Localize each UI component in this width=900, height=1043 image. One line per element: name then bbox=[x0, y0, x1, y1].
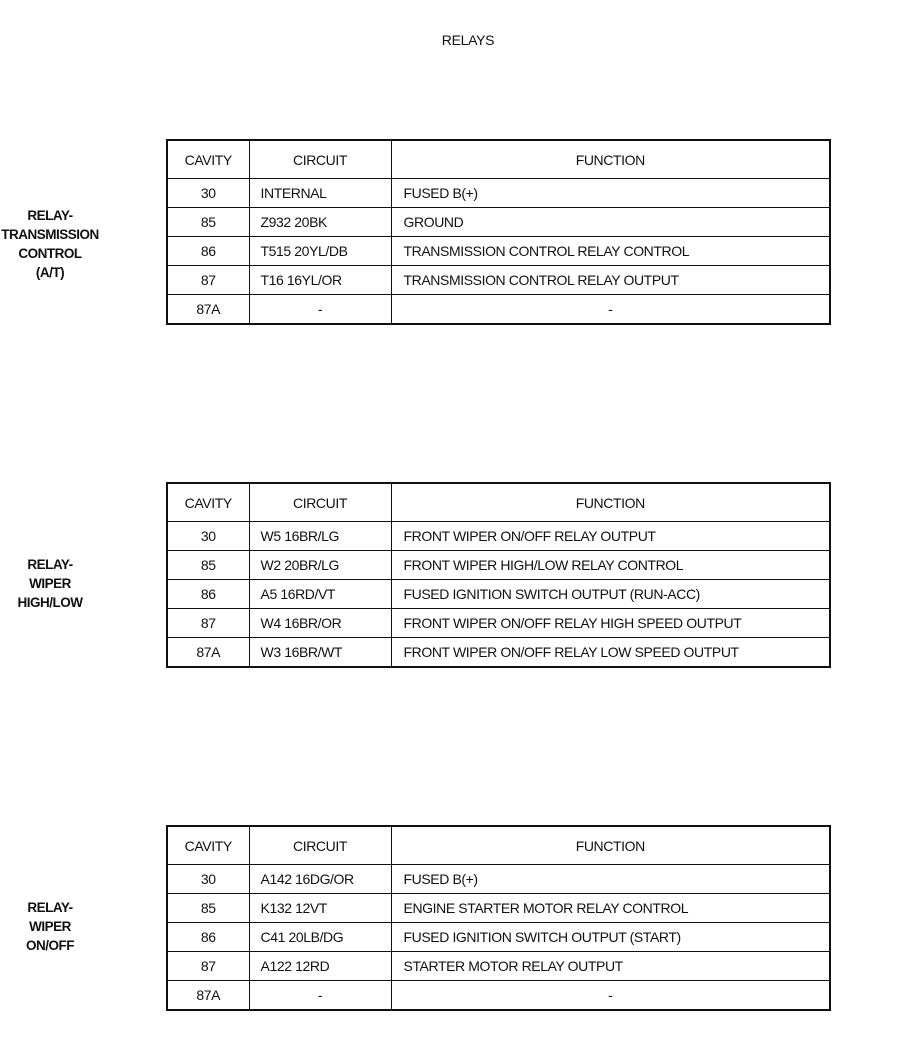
function-cell: TRANSMISSION CONTROL RELAY CONTROL bbox=[391, 237, 830, 266]
table-row bbox=[167, 580, 830, 609]
relay-table-wiper-high-low bbox=[166, 482, 831, 668]
function-cell: TRANSMISSION CONTROL RELAY OUTPUT bbox=[391, 266, 830, 295]
table-row bbox=[167, 237, 830, 266]
function-cell: FUSED IGNITION SWITCH OUTPUT (RUN-ACC) bbox=[391, 580, 830, 609]
circuit-cell: A142 16DG/OR bbox=[249, 865, 391, 894]
table-row bbox=[167, 952, 830, 981]
function-cell: FRONT WIPER ON/OFF RELAY OUTPUT bbox=[391, 522, 830, 551]
header-cavity: CAVITY bbox=[167, 140, 249, 179]
cavity-cell: 87 bbox=[167, 266, 249, 295]
function-cell: GROUND bbox=[391, 208, 830, 237]
table-row bbox=[167, 981, 830, 1011]
relay-label-line: RELAY- bbox=[27, 557, 73, 572]
header-function: FUNCTION bbox=[391, 826, 830, 865]
function-cell: ENGINE STARTER MOTOR RELAY CONTROL bbox=[391, 894, 830, 923]
header-circuit: CIRCUIT bbox=[249, 483, 391, 522]
circuit-cell: W2 20BR/LG bbox=[249, 551, 391, 580]
header-circuit: CIRCUIT bbox=[249, 826, 391, 865]
function-cell: - bbox=[391, 981, 830, 1011]
function-cell: FUSED IGNITION SWITCH OUTPUT (START) bbox=[391, 923, 830, 952]
circuit-cell: W5 16BR/LG bbox=[249, 522, 391, 551]
cavity-cell: 87A bbox=[167, 295, 249, 325]
relay-label-line: ON/OFF bbox=[26, 938, 74, 953]
relay-label-line: HIGH/LOW bbox=[17, 595, 83, 610]
relay-label-line: WIPER bbox=[29, 919, 71, 934]
header-function: FUNCTION bbox=[391, 140, 830, 179]
table-row bbox=[167, 638, 830, 668]
table-row bbox=[167, 266, 830, 295]
function-cell: FUSED B(+) bbox=[391, 179, 830, 208]
relay-label-line: TRANSMISSION bbox=[1, 227, 99, 242]
cavity-cell: 87 bbox=[167, 609, 249, 638]
relay-label-line: RELAY- bbox=[27, 208, 73, 223]
circuit-cell: T16 16YL/OR bbox=[249, 266, 391, 295]
circuit-cell: W4 16BR/OR bbox=[249, 609, 391, 638]
header-function: FUNCTION bbox=[391, 483, 830, 522]
cavity-cell: 86 bbox=[167, 580, 249, 609]
relay-label-wiper-high-low bbox=[0, 555, 100, 612]
cavity-cell: 87A bbox=[167, 981, 249, 1011]
table-row bbox=[167, 208, 830, 237]
circuit-cell: W3 16BR/WT bbox=[249, 638, 391, 668]
function-cell: FRONT WIPER HIGH/LOW RELAY CONTROL bbox=[391, 551, 830, 580]
relay-label-line: CONTROL bbox=[18, 246, 82, 261]
header-circuit: CIRCUIT bbox=[249, 140, 391, 179]
cavity-cell: 30 bbox=[167, 179, 249, 208]
cavity-cell: 85 bbox=[167, 894, 249, 923]
table-row bbox=[167, 894, 830, 923]
function-cell: FRONT WIPER ON/OFF RELAY HIGH SPEED OUTPUT bbox=[391, 609, 830, 638]
table-row bbox=[167, 295, 830, 325]
table-row bbox=[167, 551, 830, 580]
relay-table-transmission bbox=[166, 139, 831, 325]
circuit-cell: T515 20YL/DB bbox=[249, 237, 391, 266]
function-cell: STARTER MOTOR RELAY OUTPUT bbox=[391, 952, 830, 981]
relay-label-transmission bbox=[0, 206, 100, 282]
cavity-cell: 85 bbox=[167, 551, 249, 580]
circuit-cell: C41 20LB/DG bbox=[249, 923, 391, 952]
cavity-cell: 87A bbox=[167, 638, 249, 668]
table-row bbox=[167, 609, 830, 638]
cavity-cell: 87 bbox=[167, 952, 249, 981]
function-cell: FRONT WIPER ON/OFF RELAY LOW SPEED OUTPUT bbox=[391, 638, 830, 668]
cavity-cell: 85 bbox=[167, 208, 249, 237]
cavity-cell: 30 bbox=[167, 522, 249, 551]
table-row bbox=[167, 179, 830, 208]
circuit-cell: INTERNAL bbox=[249, 179, 391, 208]
function-cell: FUSED B(+) bbox=[391, 865, 830, 894]
table-row bbox=[167, 865, 830, 894]
circuit-cell: - bbox=[249, 295, 391, 325]
cavity-cell: 30 bbox=[167, 865, 249, 894]
header-cavity: CAVITY bbox=[167, 483, 249, 522]
function-cell: - bbox=[391, 295, 830, 325]
cavity-cell: 86 bbox=[167, 237, 249, 266]
table-row bbox=[167, 923, 830, 952]
table-row bbox=[167, 522, 830, 551]
circuit-cell: A5 16RD/VT bbox=[249, 580, 391, 609]
circuit-cell: - bbox=[249, 981, 391, 1011]
relay-label-line: RELAY- bbox=[27, 900, 73, 915]
circuit-cell: Z932 20BK bbox=[249, 208, 391, 237]
relay-label-wiper-on-off bbox=[0, 898, 100, 955]
circuit-cell: A122 12RD bbox=[249, 952, 391, 981]
circuit-cell: K132 12VT bbox=[249, 894, 391, 923]
page-title: RELAYS bbox=[441, 32, 495, 48]
relay-label-line: WIPER bbox=[29, 576, 71, 591]
relay-label-line: (A/T) bbox=[35, 265, 65, 280]
header-cavity: CAVITY bbox=[167, 826, 249, 865]
cavity-cell: 86 bbox=[167, 923, 249, 952]
relay-table-wiper-on-off bbox=[166, 825, 831, 1011]
